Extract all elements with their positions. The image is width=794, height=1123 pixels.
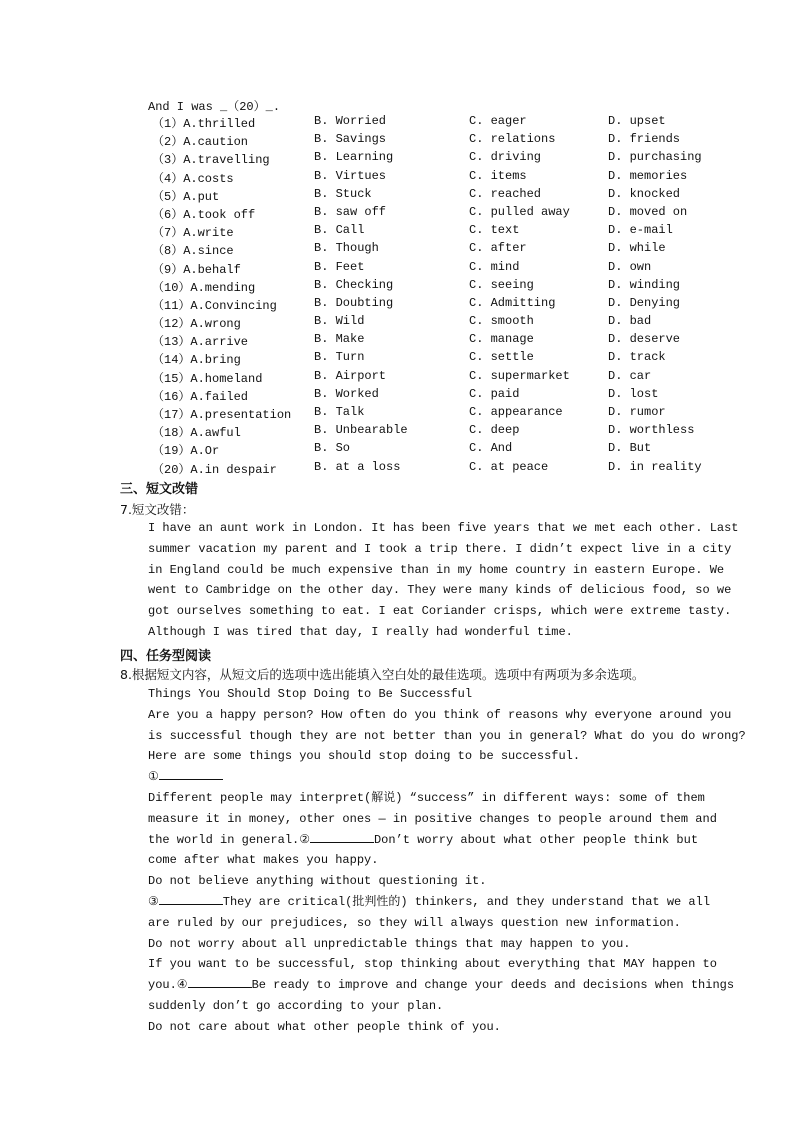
option-a: （5）A.put (152, 189, 220, 204)
option-a: （14）A.bring (152, 353, 241, 368)
passage-line: Are you a happy person? How often do you think of reasons why everyone around you (148, 707, 732, 722)
blank-4-line (148, 975, 735, 996)
option-b: B. Wild (314, 314, 365, 329)
option-c: C. deep (469, 423, 520, 438)
option-c: C. manage (469, 332, 534, 347)
blank-2-line (148, 830, 700, 851)
passage-line: suddenly don’t go according to your plan. (148, 998, 444, 1013)
passage-line: Here are some things you should stop doing to be successful. (148, 749, 581, 764)
option-a: （18）A.awful (152, 426, 241, 441)
option-a: （7）A.write (152, 226, 234, 241)
option-b: B. Airport (314, 368, 387, 383)
blank-1-marker: ① (148, 770, 159, 785)
option-c: C. Admitting (469, 295, 556, 310)
option-d: D. in reality (608, 459, 702, 474)
option-d: D. while (608, 241, 666, 256)
option-c: C. And (469, 441, 513, 456)
option-d: D. Denying (608, 295, 681, 310)
option-a: （19）A.Or (152, 444, 220, 459)
passage-line: Different people may interpret(解说) “success” in different ways: some of them (148, 790, 705, 805)
option-b: B. Worried (314, 114, 387, 128)
answer-blank-4[interactable] (188, 975, 252, 988)
option-d: D. winding (608, 277, 681, 292)
option-c: C. smooth (469, 314, 534, 329)
option-d: D. car (608, 368, 652, 383)
option-b: B. Stuck (314, 186, 372, 201)
passage-title: Things You Should Stop Doing to Be Successful (148, 687, 473, 701)
proofreading-passage (148, 518, 739, 643)
option-a: （10）A.mending (152, 280, 256, 295)
option-b: B. So (314, 441, 351, 456)
answer-blank-2[interactable] (310, 830, 374, 843)
passage-text: Don’t worry about what other people think but (373, 832, 699, 847)
option-d: D. moved on (608, 204, 688, 219)
option-d: D. track (608, 350, 666, 365)
option-a: （4）A.costs (152, 171, 234, 186)
option-d: D. rumor (608, 405, 666, 419)
option-b: B. Though (314, 241, 379, 256)
blank-1-line (148, 767, 700, 788)
section-heading-task-reading: 四、任务型阅读 (120, 649, 212, 664)
option-c: C. paid (469, 386, 520, 401)
option-d: D. memories (608, 168, 688, 183)
question-8-label: 8.根据短文内容，从短文后的选项中选出能填入空白处的最佳选项。选项中有两项为多余选项。 (120, 667, 645, 682)
option-c: C. seeing (469, 277, 534, 292)
option-c: C. eager (469, 114, 527, 128)
option-a: （1）A.thrilled (152, 117, 256, 131)
subheading-line: Do not believe anything without questioning it. (148, 874, 487, 889)
passage-text: you.④ (148, 978, 188, 993)
passage-line: went to Cambridge on the other day. They were many kinds of delicious food, so we (148, 583, 732, 598)
option-b: B. Turn (314, 350, 365, 365)
option-a: （13）A.arrive (152, 335, 249, 350)
option-c: C. text (469, 223, 520, 238)
option-b: B. Doubting (314, 295, 394, 310)
option-b: B. Worked (314, 386, 379, 401)
option-c: C. mind (469, 259, 520, 274)
answer-blank-3[interactable] (159, 892, 223, 905)
passage-line: in England could be much expensive than in my home country in eastern Europe. We (148, 562, 725, 577)
passage-text: Be ready to improve and change your deeds and decisions when things (251, 978, 735, 993)
option-a: （8）A.since (152, 244, 234, 259)
option-c: C. items (469, 168, 527, 183)
option-c: C. driving (469, 150, 542, 165)
blank-3-line (148, 892, 711, 913)
passage-line: If you want to be successful, stop thinking about everything that MAY happen to (148, 957, 717, 972)
option-d: D. purchasing (608, 150, 702, 165)
option-d: D. worthless (608, 423, 695, 438)
option-d: D. knocked (608, 186, 681, 201)
passage-line: is successful though they are not better than you in general? What do you do wrong? (148, 728, 746, 743)
passage-text: the world in general.② (148, 832, 310, 847)
option-b: B. Call (314, 223, 365, 238)
subheading-line: Do not worry about all unpredictable things that may happen to you. (148, 936, 631, 951)
option-d: D. upset (608, 114, 666, 128)
passage-line: Although I was tired that day, I really had wonderful time. (148, 624, 573, 639)
option-b: B. saw off (314, 204, 387, 219)
option-a: （9）A.behalf (152, 262, 241, 277)
passage-line: come after what makes you happy. (148, 853, 379, 868)
option-b: B. Talk (314, 405, 365, 419)
option-b: B. Savings (314, 132, 387, 147)
option-c: C. after (469, 241, 527, 256)
blank-3-marker: ③ (148, 894, 159, 909)
option-a: （12）A.wrong (152, 317, 241, 332)
option-b: B. Virtues (314, 168, 387, 183)
option-a: （15）A.homeland (152, 371, 263, 386)
option-b: B. Checking (314, 277, 394, 292)
option-c: C. settle (469, 350, 534, 365)
option-c: C. reached (469, 186, 542, 201)
option-a: （16）A.failed (152, 389, 249, 404)
option-c: C. at peace (469, 459, 549, 474)
option-d: D. bad (608, 314, 652, 329)
question-7-label: 7.短文改错： (120, 502, 195, 517)
passage-line: summer vacation my parent and I took a trip there. I didn’t expect live in a city (148, 541, 732, 556)
option-a: （11）A.Convincing (152, 298, 277, 313)
option-a: （20）A.in despair (152, 462, 277, 477)
option-c: C. supermarket (469, 368, 570, 383)
section-heading-proofreading: 三、短文改错 (120, 482, 199, 497)
option-b: B. Unbearable (314, 423, 408, 438)
option-d: D. friends (608, 132, 681, 147)
option-a: （17）A.presentation (152, 408, 292, 422)
option-c: C. appearance (469, 405, 563, 419)
option-b: B. Make (314, 332, 365, 347)
option-d: D. own (608, 259, 652, 274)
option-c: C. pulled away (469, 204, 570, 219)
task-reading-passage (148, 684, 746, 1038)
passage-line: got ourselves something to eat. I eat Coriander crisps, which were extreme tasty. (148, 604, 732, 619)
passage-line: I have an aunt work in London. It has been five years that we met each other. Last (148, 521, 739, 535)
option-b: B. at a loss (314, 459, 401, 474)
option-c: C. relations (469, 132, 556, 147)
option-a: （2）A.caution (152, 135, 249, 150)
answer-blank-1[interactable] (159, 767, 223, 780)
intro-line: And I was _（20）_. (148, 100, 281, 114)
passage-line: are ruled by our prejudices, so they will always question new information. (148, 915, 681, 930)
option-b: B. Learning (314, 150, 394, 165)
option-a: （6）A.took off (152, 207, 256, 222)
option-d: D. deserve (608, 332, 681, 347)
option-d: D. lost (608, 386, 659, 401)
passage-text: They are critical(批判性的) thinkers, and they understand that we all (222, 894, 711, 909)
option-b: B. Feet (314, 259, 365, 274)
option-d: D. e-mail (608, 223, 673, 238)
option-d: D. But (608, 441, 652, 456)
passage-line: measure it in money, other ones — in positive changes to people around them and (148, 811, 717, 826)
subheading-line: Do not care about what other people think of you. (148, 1019, 501, 1034)
option-a: （3）A.travelling (152, 153, 270, 168)
